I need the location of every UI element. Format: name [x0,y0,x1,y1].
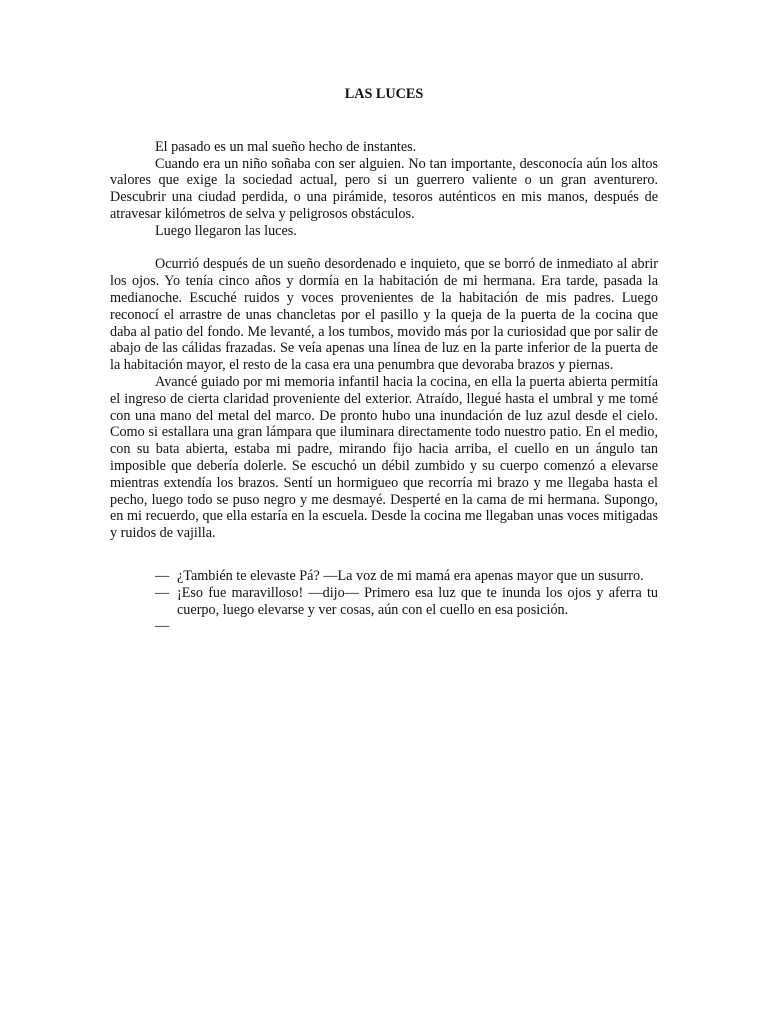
paragraph: Cuando era un niño soñaba con ser alguien. No tan importante, desconocía aún los altos valores que exige la sociedad actual, pero si un guerrero valiente o un gran aventurero. Descubrir una ciudad perdida, o una pirámide, tesoros auténticos en mis manos, después de atravesar kilómetros de selva y peligrosos obstáculos. [110,155,658,222]
paragraph: El pasado es un mal sueño hecho de instantes. [155,138,417,155]
paragraph: Avancé guiado por mi memoria infantil hacia la cocina, en ella la puerta abierta permitía el ingreso de cierta claridad proveniente del exterior. Atraído, llegué hasta el umbral y me tomé con una mano del metal del marco. De pronto hubo una inundación de luz azul desde el cielo. Como si estallara una gran lámpara que iluminara directamente todo nuestro patio. En el medio, con su bata abierta, estaba mi padre, mirando fijo hacia arriba, el cuello en un ángulo tan imposible que debería dolerle. Se escuchó un débil zumbido y su cuerpo comenzó a elevarse mientras extendía los brazos. Sentí un hormigueo que recorría mi brazo y me llegaba hasta el pecho, luego todo se puso negro y me desmayé. Desperté en la cama de mi hermana. Supongo, en mi recuerdo, que ella estaría en la escuela. Desde la cocina me llegaban unas voces mitigadas y ruidos de vajilla. [110,373,658,542]
section-2 [110,256,658,542]
section-spacer [110,542,658,568]
dialog-text: ¿También te elevaste Pá? —La voz de mi mamá era apenas mayor que un susurro. [177,567,644,584]
paragraph: Luego llegaron las luces. [155,222,297,239]
dialog-dash: — [155,567,170,584]
document-title: LAS LUCES [344,86,424,102]
paragraph: Ocurrió después de un sueño desordenado e inquieto, que se borró de inmediato al abrir los ojos. Yo tenía cinco años y dormía en la habitación de mi hermana. Era tarde, pasada la medianoche. Escuché ruidos y voces provenientes de la habitación de mis padres. Luego reconocí el arrastre de unas chancletas por el pasillo y la queja de la puerta de la cocina que daba al patio del fondo. Me levanté, a los tumbos, movido más por la curiosidad que por salir de abajo de las cálidas frazadas. Se veía apenas una línea de luz en la parte inferior de la puerta de la habitación mayor, el resto de la casa era una penumbra que devoraba brazos y piernas. [110,256,658,374]
dialog-line [155,568,658,585]
dialog-text: ¡Eso fue maravilloso! —dijo— Primero esa luz que te inunda los ojos y aferra tu cuerpo, luego elevarse y ver cosas, aún con el cuello en esa posición. [177,584,658,618]
section-1 [110,139,658,240]
dialog-list [155,568,658,635]
section-spacer [110,240,658,257]
dialog-line [155,618,658,635]
dialog-dash: — [155,584,170,601]
document-page [110,86,658,635]
dialog-line [155,585,658,619]
dialog-dash: — [155,618,170,635]
